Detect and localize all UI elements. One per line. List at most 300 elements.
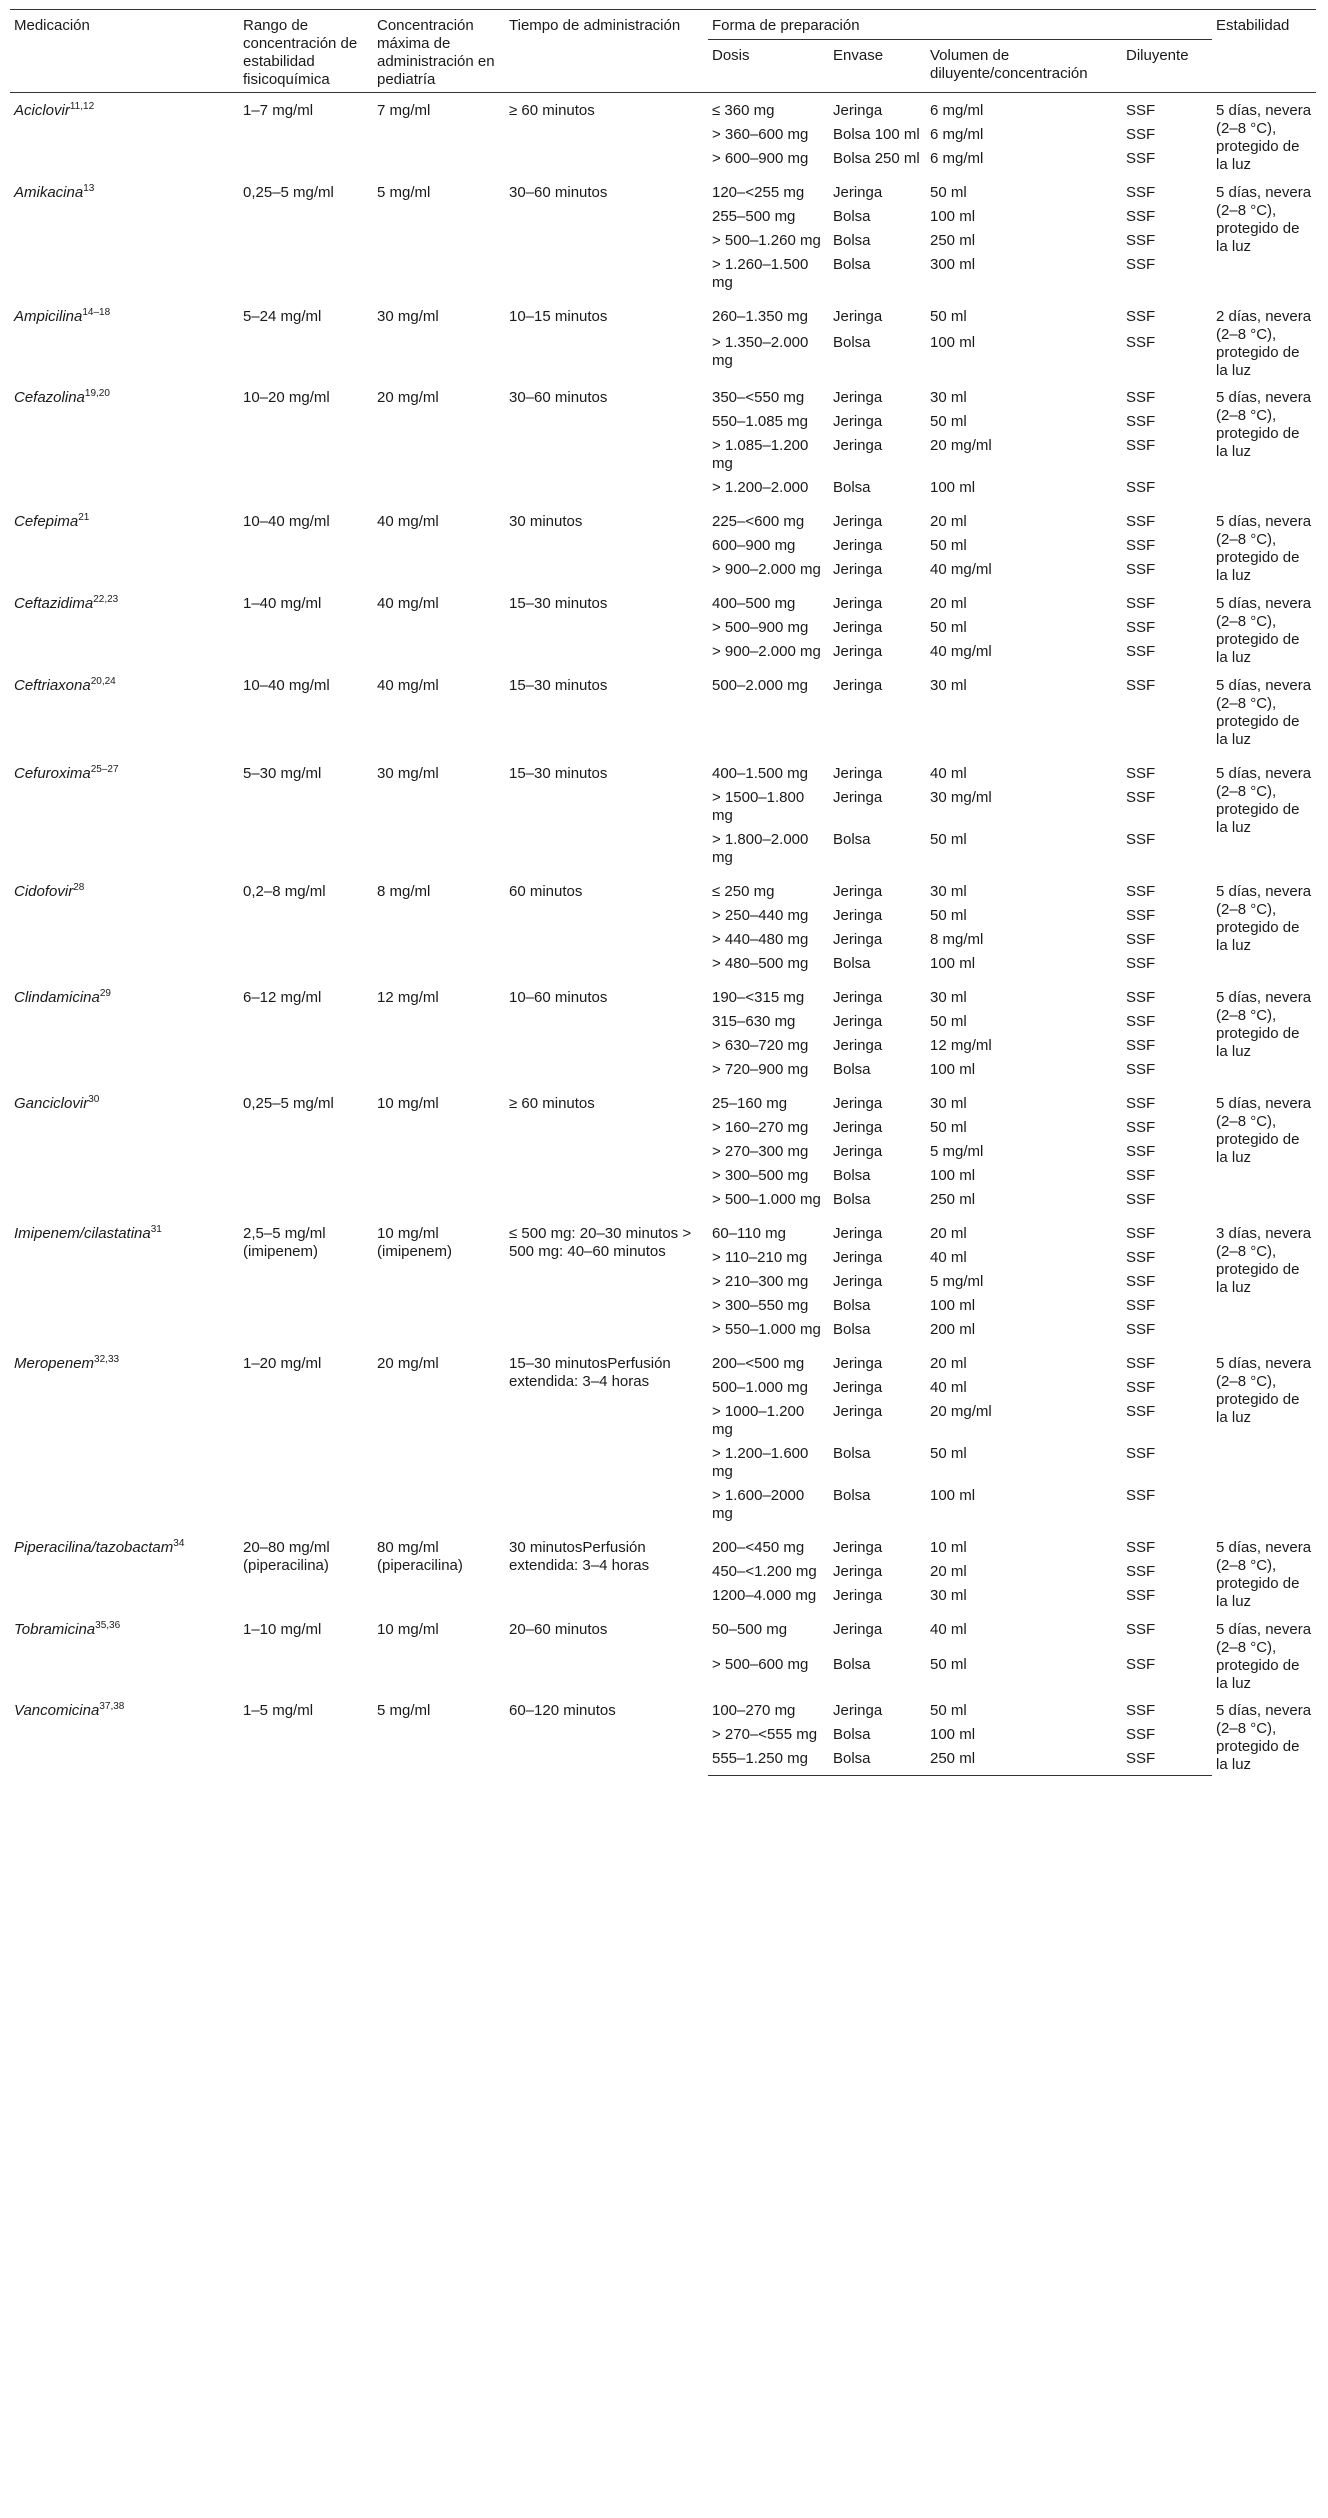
dose-cell: > 1.260–1.500 mg (712, 256, 809, 291)
drug-name: Amikacina (14, 184, 84, 201)
container-cell: Jeringa (833, 931, 883, 948)
diluent-cell: SSF (1126, 1379, 1156, 1396)
max-concentration-cell: 12 mg/ml (377, 989, 439, 1006)
container-cell: Bolsa (833, 232, 871, 249)
reference-superscript: 31 (150, 1224, 162, 1235)
container-cell: Jeringa (833, 1013, 883, 1030)
time-cell: ≥ 60 minutos (509, 1095, 595, 1112)
container-cell: Jeringa (833, 389, 883, 406)
dose-cell: > 270–<555 mg (712, 1726, 818, 1743)
reference-superscript: 19,20 (84, 388, 110, 399)
stability-cell: 5 días, nevera (2–8 °C), protegido de la luz (1216, 184, 1312, 255)
diluent-cell: SSF (1122, 1744, 1212, 1776)
volume-cell: 30 ml (930, 883, 967, 900)
volume-cell: 100 ml (930, 1726, 976, 1743)
max-concentration-cell: 5 mg/ml (377, 1702, 431, 1719)
header-volumen: Volumen de diluyente/concentración (926, 40, 1122, 93)
drug-name: Ampicilina (14, 308, 83, 325)
drug-name: Cefepima (14, 513, 79, 530)
diluent-cell: SSF (1126, 413, 1156, 430)
max-concentration-cell: 40 mg/ml (377, 595, 439, 612)
dose-cell: > 1.085–1.200 mg (712, 437, 809, 472)
time-cell: 15–30 minutos (509, 595, 608, 612)
diluent-cell: SSF (1126, 102, 1156, 119)
max-concentration-cell: 40 mg/ml (377, 677, 439, 694)
dose-cell: > 360–600 mg (712, 126, 809, 143)
max-concentration-cell: 20 mg/ml (377, 1355, 439, 1372)
diluent-cell: SSF (1126, 1037, 1156, 1054)
table-row (10, 586, 1316, 613)
reference-superscript: 29 (99, 988, 111, 999)
dose-cell: > 1.600–2000 mg (712, 1487, 805, 1522)
time-cell: 20–60 minutos (509, 1621, 608, 1638)
max-concentration-cell: 7 mg/ml (377, 102, 431, 119)
drug-cell (10, 1346, 239, 1530)
dose-cell: > 900–2.000 mg (712, 561, 821, 578)
container-cell: Bolsa (833, 256, 871, 273)
diluent-cell: SSF (1126, 150, 1156, 167)
dose-cell: 600–900 mg (712, 537, 796, 554)
dose-cell: 120–<255 mg (712, 184, 805, 201)
diluent-cell: SSF (1126, 1655, 1156, 1673)
drug-cell (10, 1086, 239, 1216)
container-cell: Bolsa 100 ml (833, 126, 920, 143)
dose-cell: 100–270 mg (712, 1702, 796, 1719)
volume-cell: 30 ml (930, 389, 967, 406)
drug-cell (10, 93, 239, 176)
dose-cell: 200–<450 mg (712, 1539, 805, 1556)
container-cell: Jeringa (833, 184, 883, 201)
volume-cell: 40 mg/ml (930, 643, 992, 660)
range-cell: 5–24 mg/ml (243, 308, 322, 325)
reference-superscript: 37,38 (99, 1701, 125, 1712)
drug-name: Ganciclovir (14, 1095, 89, 1112)
volume-cell: 6 mg/ml (930, 126, 984, 143)
diluent-cell: SSF (1126, 308, 1156, 325)
header-envase: Envase (829, 40, 926, 93)
dose-cell: 400–1.500 mg (712, 765, 808, 782)
time-cell: 30–60 minutos (509, 389, 608, 406)
max-concentration-cell: 8 mg/ml (377, 883, 431, 900)
container-cell: Jeringa (833, 1037, 883, 1054)
volume-cell: 50 ml (930, 831, 967, 848)
table-row (10, 299, 1316, 328)
drug-name: Imipenem/cilastatina (14, 1225, 151, 1242)
volume-cell: 30 ml (930, 989, 967, 1006)
stability-cell: 5 días, nevera (2–8 °C), protegido de la luz (1216, 1355, 1312, 1426)
volume-cell: 100 ml (930, 479, 976, 496)
drug-cell (10, 299, 239, 380)
drug-name: Clindamicina (14, 989, 100, 1006)
dose-cell: > 160–270 mg (712, 1119, 809, 1136)
volume-cell: 250 ml (930, 1191, 976, 1208)
drug-name: Cefuroxima (14, 765, 91, 782)
container-cell: Bolsa (833, 479, 871, 496)
volume-cell: 20 ml (930, 595, 967, 612)
diluent-cell: SSF (1126, 1061, 1156, 1078)
container-cell: Bolsa (833, 1321, 871, 1338)
container-cell: Jeringa (833, 1119, 883, 1136)
container-cell: Jeringa (833, 1225, 883, 1242)
dose-cell: 500–1.000 mg (712, 1379, 808, 1396)
volume-cell: 20 mg/ml (930, 1403, 992, 1420)
volume-cell: 30 ml (930, 677, 967, 694)
diluent-cell: SSF (1126, 1095, 1156, 1112)
diluent-cell: SSF (1126, 831, 1156, 848)
stability-cell: 3 días, nevera (2–8 °C), protegido de la luz (1216, 1225, 1312, 1296)
diluent-cell: SSF (1126, 955, 1156, 972)
diluent-cell: SSF (1126, 1297, 1156, 1314)
container-cell: Jeringa (833, 989, 883, 1006)
volume-cell: 30 mg/ml (930, 789, 992, 806)
diluent-cell: SSF (1126, 1225, 1156, 1242)
volume-cell: 50 ml (930, 537, 967, 554)
container-cell: Bolsa (833, 1061, 871, 1078)
volume-cell: 50 ml (930, 308, 967, 325)
volume-cell: 5 mg/ml (930, 1273, 984, 1290)
diluent-cell: SSF (1126, 1013, 1156, 1030)
time-cell: 30 minutos (509, 513, 583, 530)
diluent-cell: SSF (1126, 595, 1156, 612)
stability-cell: 5 días, nevera (2–8 °C), protegido de la luz (1216, 989, 1312, 1060)
drug-name: Meropenem (14, 1355, 95, 1372)
time-cell: 10–60 minutos (509, 989, 608, 1006)
reference-superscript: 28 (73, 882, 85, 893)
time-cell: 15–30 minutos (509, 765, 608, 782)
stability-cell: 5 días, nevera (2–8 °C), protegido de la luz (1216, 677, 1312, 748)
dose-cell: 500–2.000 mg (712, 677, 808, 694)
container-cell: Bolsa (829, 1744, 926, 1776)
drug-cell (10, 668, 239, 756)
dose-cell: > 630–720 mg (712, 1037, 809, 1054)
drug-name: Cidofovir (14, 883, 74, 900)
container-cell: Jeringa (833, 1587, 883, 1604)
stability-cell: 5 días, nevera (2–8 °C), protegido de la luz (1216, 883, 1312, 954)
volume-cell: 200 ml (930, 1321, 976, 1338)
container-cell: Jeringa (833, 1563, 883, 1580)
container-cell: Jeringa (833, 1539, 883, 1556)
range-cell: 0,2–8 mg/ml (243, 883, 326, 900)
volume-cell: 40 ml (930, 1379, 967, 1396)
dose-cell: 555–1.250 mg (708, 1744, 829, 1776)
container-cell: Jeringa (833, 1355, 883, 1372)
diluent-cell: SSF (1126, 1403, 1156, 1420)
dose-cell: 450–<1.200 mg (712, 1563, 817, 1580)
diluent-cell: SSF (1126, 437, 1156, 454)
container-cell: Jeringa (833, 595, 883, 612)
volume-cell: 20 ml (930, 513, 967, 530)
drug-name: Ceftriaxona (14, 677, 91, 694)
diluent-cell: SSF (1126, 989, 1156, 1006)
dose-cell: > 1000–1.200 mg (712, 1403, 805, 1438)
container-cell: Bolsa 250 ml (833, 150, 920, 167)
diluent-cell: SSF (1126, 883, 1156, 900)
range-cell: 10–40 mg/ml (243, 513, 330, 530)
container-cell: Bolsa (833, 831, 871, 848)
diluent-cell: SSF (1126, 643, 1156, 660)
drug-name: Vancomicina (14, 1702, 100, 1719)
volume-cell: 20 ml (930, 1225, 967, 1242)
volume-cell: 20 ml (930, 1355, 967, 1372)
volume-cell: 100 ml (930, 955, 976, 972)
diluent-cell: SSF (1126, 1487, 1156, 1504)
range-cell: 10–20 mg/ml (243, 389, 330, 406)
max-concentration-cell: 10 mg/ml (imipenem) (377, 1225, 453, 1260)
container-cell: Bolsa (833, 1655, 871, 1673)
reference-superscript: 14–18 (82, 307, 111, 318)
volume-cell: 12 mg/ml (930, 1037, 992, 1054)
range-cell: 1–10 mg/ml (243, 1621, 322, 1638)
diluent-cell: SSF (1126, 1167, 1156, 1184)
drug-cell (10, 380, 239, 504)
dose-cell: > 500–600 mg (712, 1655, 809, 1673)
table-row (10, 175, 1316, 202)
diluent-cell: SSF (1126, 677, 1156, 694)
container-cell: Jeringa (833, 1095, 883, 1112)
dose-cell: > 600–900 mg (712, 150, 809, 167)
drug-cell (10, 504, 239, 586)
dose-cell: 200–<500 mg (712, 1355, 805, 1372)
drug-cell (10, 586, 239, 668)
volume-cell: 40 ml (930, 765, 967, 782)
volume-cell: 300 ml (930, 256, 976, 273)
table-row (10, 1086, 1316, 1113)
volume-cell: 8 mg/ml (930, 931, 984, 948)
container-cell: Jeringa (833, 1273, 883, 1290)
dose-cell: > 270–300 mg (712, 1143, 809, 1160)
diluent-cell: SSF (1126, 1355, 1156, 1372)
dose-cell: > 1.200–1.600 mg (712, 1445, 809, 1480)
diluent-cell: SSF (1126, 126, 1156, 143)
diluent-cell: SSF (1126, 1321, 1156, 1338)
volume-cell: 6 mg/ml (930, 150, 984, 167)
drug-name: Cefazolina (14, 389, 85, 406)
dose-cell: > 500–1.260 mg (712, 232, 821, 249)
volume-cell: 10 ml (930, 1539, 967, 1556)
dose-cell: > 1.350–2.000 mg (712, 333, 809, 369)
volume-cell: 100 ml (930, 208, 976, 225)
diluent-cell: SSF (1126, 1587, 1156, 1604)
dose-cell: 225–<600 mg (712, 513, 805, 530)
dose-cell: > 1.200–2.000 (712, 479, 809, 496)
drug-cell (10, 1693, 239, 1776)
container-cell: Jeringa (833, 1143, 883, 1160)
table-row (10, 756, 1316, 783)
drug-cell (10, 1216, 239, 1346)
volume-cell: 50 ml (930, 907, 967, 924)
volume-cell: 100 ml (930, 1167, 976, 1184)
time-cell: 15–30 minutosPerfusión extendida: 3–4 horas (509, 1355, 671, 1390)
table-row (10, 1530, 1316, 1557)
max-concentration-cell: 20 mg/ml (377, 389, 439, 406)
container-cell: Jeringa (833, 1249, 883, 1266)
container-cell: Bolsa (833, 333, 871, 351)
diluent-cell: SSF (1126, 765, 1156, 782)
reference-superscript: 21 (78, 512, 90, 523)
drug-cell (10, 874, 239, 980)
container-cell: Jeringa (833, 883, 883, 900)
table-row (10, 1346, 1316, 1373)
max-concentration-cell: 5 mg/ml (377, 184, 431, 201)
container-cell: Bolsa (833, 955, 871, 972)
header-diluyente: Diluyente (1122, 40, 1212, 93)
container-cell: Bolsa (833, 1297, 871, 1314)
dose-cell: > 210–300 mg (712, 1273, 809, 1290)
diluent-cell: SSF (1126, 789, 1156, 806)
table-header (10, 10, 1316, 93)
time-cell: 60 minutos (509, 883, 583, 900)
stability-cell: 5 días, nevera (2–8 °C), protegido de la luz (1216, 595, 1312, 666)
diluent-cell: SSF (1126, 1191, 1156, 1208)
diluent-cell: SSF (1126, 1726, 1156, 1743)
time-cell: 15–30 minutos (509, 677, 608, 694)
volume-cell: 50 ml (930, 1119, 967, 1136)
drug-name: Tobramicina (14, 1621, 96, 1638)
stability-cell: 5 días, nevera (2–8 °C), protegido de la luz (1216, 765, 1312, 836)
diluent-cell: SSF (1126, 907, 1156, 924)
container-cell: Bolsa (833, 1167, 871, 1184)
header-dosis: Dosis (708, 40, 829, 93)
drug-cell (10, 980, 239, 1086)
reference-superscript: 11,12 (69, 101, 95, 112)
volume-cell: 20 mg/ml (930, 437, 992, 454)
dose-cell: > 500–1.000 mg (712, 1191, 821, 1208)
range-cell: 0,25–5 mg/ml (243, 184, 334, 201)
container-cell: Bolsa (833, 1191, 871, 1208)
dose-cell: 60–110 mg (712, 1225, 786, 1242)
dose-cell: > 440–480 mg (712, 931, 809, 948)
dose-cell: > 720–900 mg (712, 1061, 809, 1078)
diluent-cell: SSF (1126, 561, 1156, 578)
stability-cell: 5 días, nevera (2–8 °C), protegido de la luz (1216, 1539, 1312, 1610)
dose-cell: 400–500 mg (712, 595, 796, 612)
dose-cell: ≤ 250 mg (712, 883, 775, 900)
container-cell: Bolsa (833, 208, 871, 225)
container-cell: Bolsa (833, 1726, 871, 1743)
dose-cell: > 1500–1.800 mg (712, 789, 805, 824)
range-cell: 1–7 mg/ml (243, 102, 314, 119)
drug-cell (10, 1612, 239, 1693)
stability-cell: 5 días, nevera (2–8 °C), protegido de la luz (1216, 513, 1312, 584)
time-cell: 30 minutosPerfusión extendida: 3–4 horas (509, 1539, 650, 1574)
range-cell: 2,5–5 mg/ml (imipenem) (243, 1225, 326, 1260)
container-cell: Jeringa (833, 1379, 883, 1396)
stability-cell: 5 días, nevera (2–8 °C), protegido de la luz (1216, 1095, 1312, 1166)
table-row (10, 504, 1316, 531)
reference-superscript: 13 (83, 183, 95, 194)
volume-cell: 50 ml (930, 619, 967, 636)
stability-cell: 5 días, nevera (2–8 °C), protegido de la luz (1216, 1702, 1312, 1773)
table-row (10, 380, 1316, 407)
header-medicacion: Medicación (10, 10, 239, 93)
container-cell: Jeringa (833, 677, 883, 694)
table-row (10, 1216, 1316, 1243)
reference-superscript: 32,33 (94, 1354, 120, 1365)
stability-cell: 5 días, nevera (2–8 °C), protegido de la luz (1216, 1621, 1312, 1692)
reference-superscript: 22,23 (93, 594, 119, 605)
dose-cell: > 500–900 mg (712, 619, 809, 636)
container-cell: Jeringa (833, 1621, 883, 1638)
container-cell: Jeringa (833, 102, 883, 119)
max-concentration-cell: 80 mg/ml (piperacilina) (377, 1539, 463, 1574)
volume-cell: 40 ml (930, 1621, 967, 1638)
header-tiempo: Tiempo de administración (505, 10, 708, 93)
volume-cell: 100 ml (930, 1297, 976, 1314)
range-cell: 6–12 mg/ml (243, 989, 322, 1006)
dose-cell: 50–500 mg (712, 1621, 788, 1638)
range-cell: 10–40 mg/ml (243, 677, 330, 694)
reference-superscript: 35,36 (95, 1620, 121, 1631)
diluent-cell: SSF (1126, 1273, 1156, 1290)
dose-cell: 255–500 mg (712, 208, 796, 225)
stability-cell: 2 días, nevera (2–8 °C), protegido de la luz (1216, 308, 1312, 379)
time-cell: ≤ 500 mg: 20–30 minutos > 500 mg: 40–60 minutos (509, 1225, 692, 1260)
dose-cell: > 250–440 mg (712, 907, 809, 924)
container-cell: Jeringa (833, 765, 883, 782)
diluent-cell: SSF (1126, 1563, 1156, 1580)
time-cell: 30–60 minutos (509, 184, 608, 201)
volume-cell: 40 ml (930, 1249, 967, 1266)
header-concentracion: Concentración máxima de administración en pediatría (373, 10, 505, 93)
reference-superscript: 20,24 (90, 676, 116, 687)
container-cell: Jeringa (833, 537, 883, 554)
volume-cell: 100 ml (930, 1061, 976, 1078)
volume-cell: 50 ml (930, 1655, 967, 1673)
volume-cell: 250 ml (930, 232, 976, 249)
dose-cell: 315–630 mg (712, 1013, 796, 1030)
dose-cell: 190–<315 mg (712, 989, 805, 1006)
reference-superscript: 25–27 (90, 764, 119, 775)
range-cell: 5–30 mg/ml (243, 765, 322, 782)
dose-cell: > 1.800–2.000 mg (712, 831, 809, 866)
dose-cell: 1200–4.000 mg (712, 1587, 817, 1604)
dose-cell: > 900–2.000 mg (712, 643, 821, 660)
diluent-cell: SSF (1126, 1119, 1156, 1136)
drug-cell (10, 1530, 239, 1612)
dose-cell: ≤ 360 mg (712, 102, 775, 119)
container-cell: Jeringa (833, 1702, 883, 1719)
volume-cell: 250 ml (926, 1744, 1122, 1776)
diluent-cell: SSF (1126, 1621, 1156, 1638)
max-concentration-cell: 10 mg/ml (377, 1095, 439, 1112)
drug-name: Ceftazidima (14, 595, 94, 612)
diluent-cell: SSF (1126, 333, 1156, 351)
diluent-cell: SSF (1126, 1445, 1156, 1462)
max-concentration-cell: 40 mg/ml (377, 513, 439, 530)
diluent-cell: SSF (1126, 619, 1156, 636)
container-cell: Jeringa (833, 308, 883, 325)
drug-name: Piperacilina/tazobactam (14, 1539, 174, 1556)
reference-superscript: 34 (173, 1538, 185, 1549)
volume-cell: 6 mg/ml (930, 102, 984, 119)
diluent-cell: SSF (1126, 1249, 1156, 1266)
drug-cell (10, 756, 239, 874)
volume-cell: 30 ml (930, 1587, 967, 1604)
diluent-cell: SSF (1126, 537, 1156, 554)
diluent-cell: SSF (1126, 1539, 1156, 1556)
volume-cell: 5 mg/ml (930, 1143, 984, 1160)
volume-cell: 100 ml (930, 1487, 976, 1504)
table-row (10, 668, 1316, 756)
dose-cell: > 300–500 mg (712, 1167, 809, 1184)
table-row (10, 93, 1316, 121)
dose-cell: > 550–1.000 mg (712, 1321, 821, 1338)
time-cell: ≥ 60 minutos (509, 102, 595, 119)
table-row (10, 1693, 1316, 1720)
container-cell: Jeringa (833, 907, 883, 924)
container-cell: Jeringa (833, 437, 883, 454)
drug-cell (10, 175, 239, 299)
